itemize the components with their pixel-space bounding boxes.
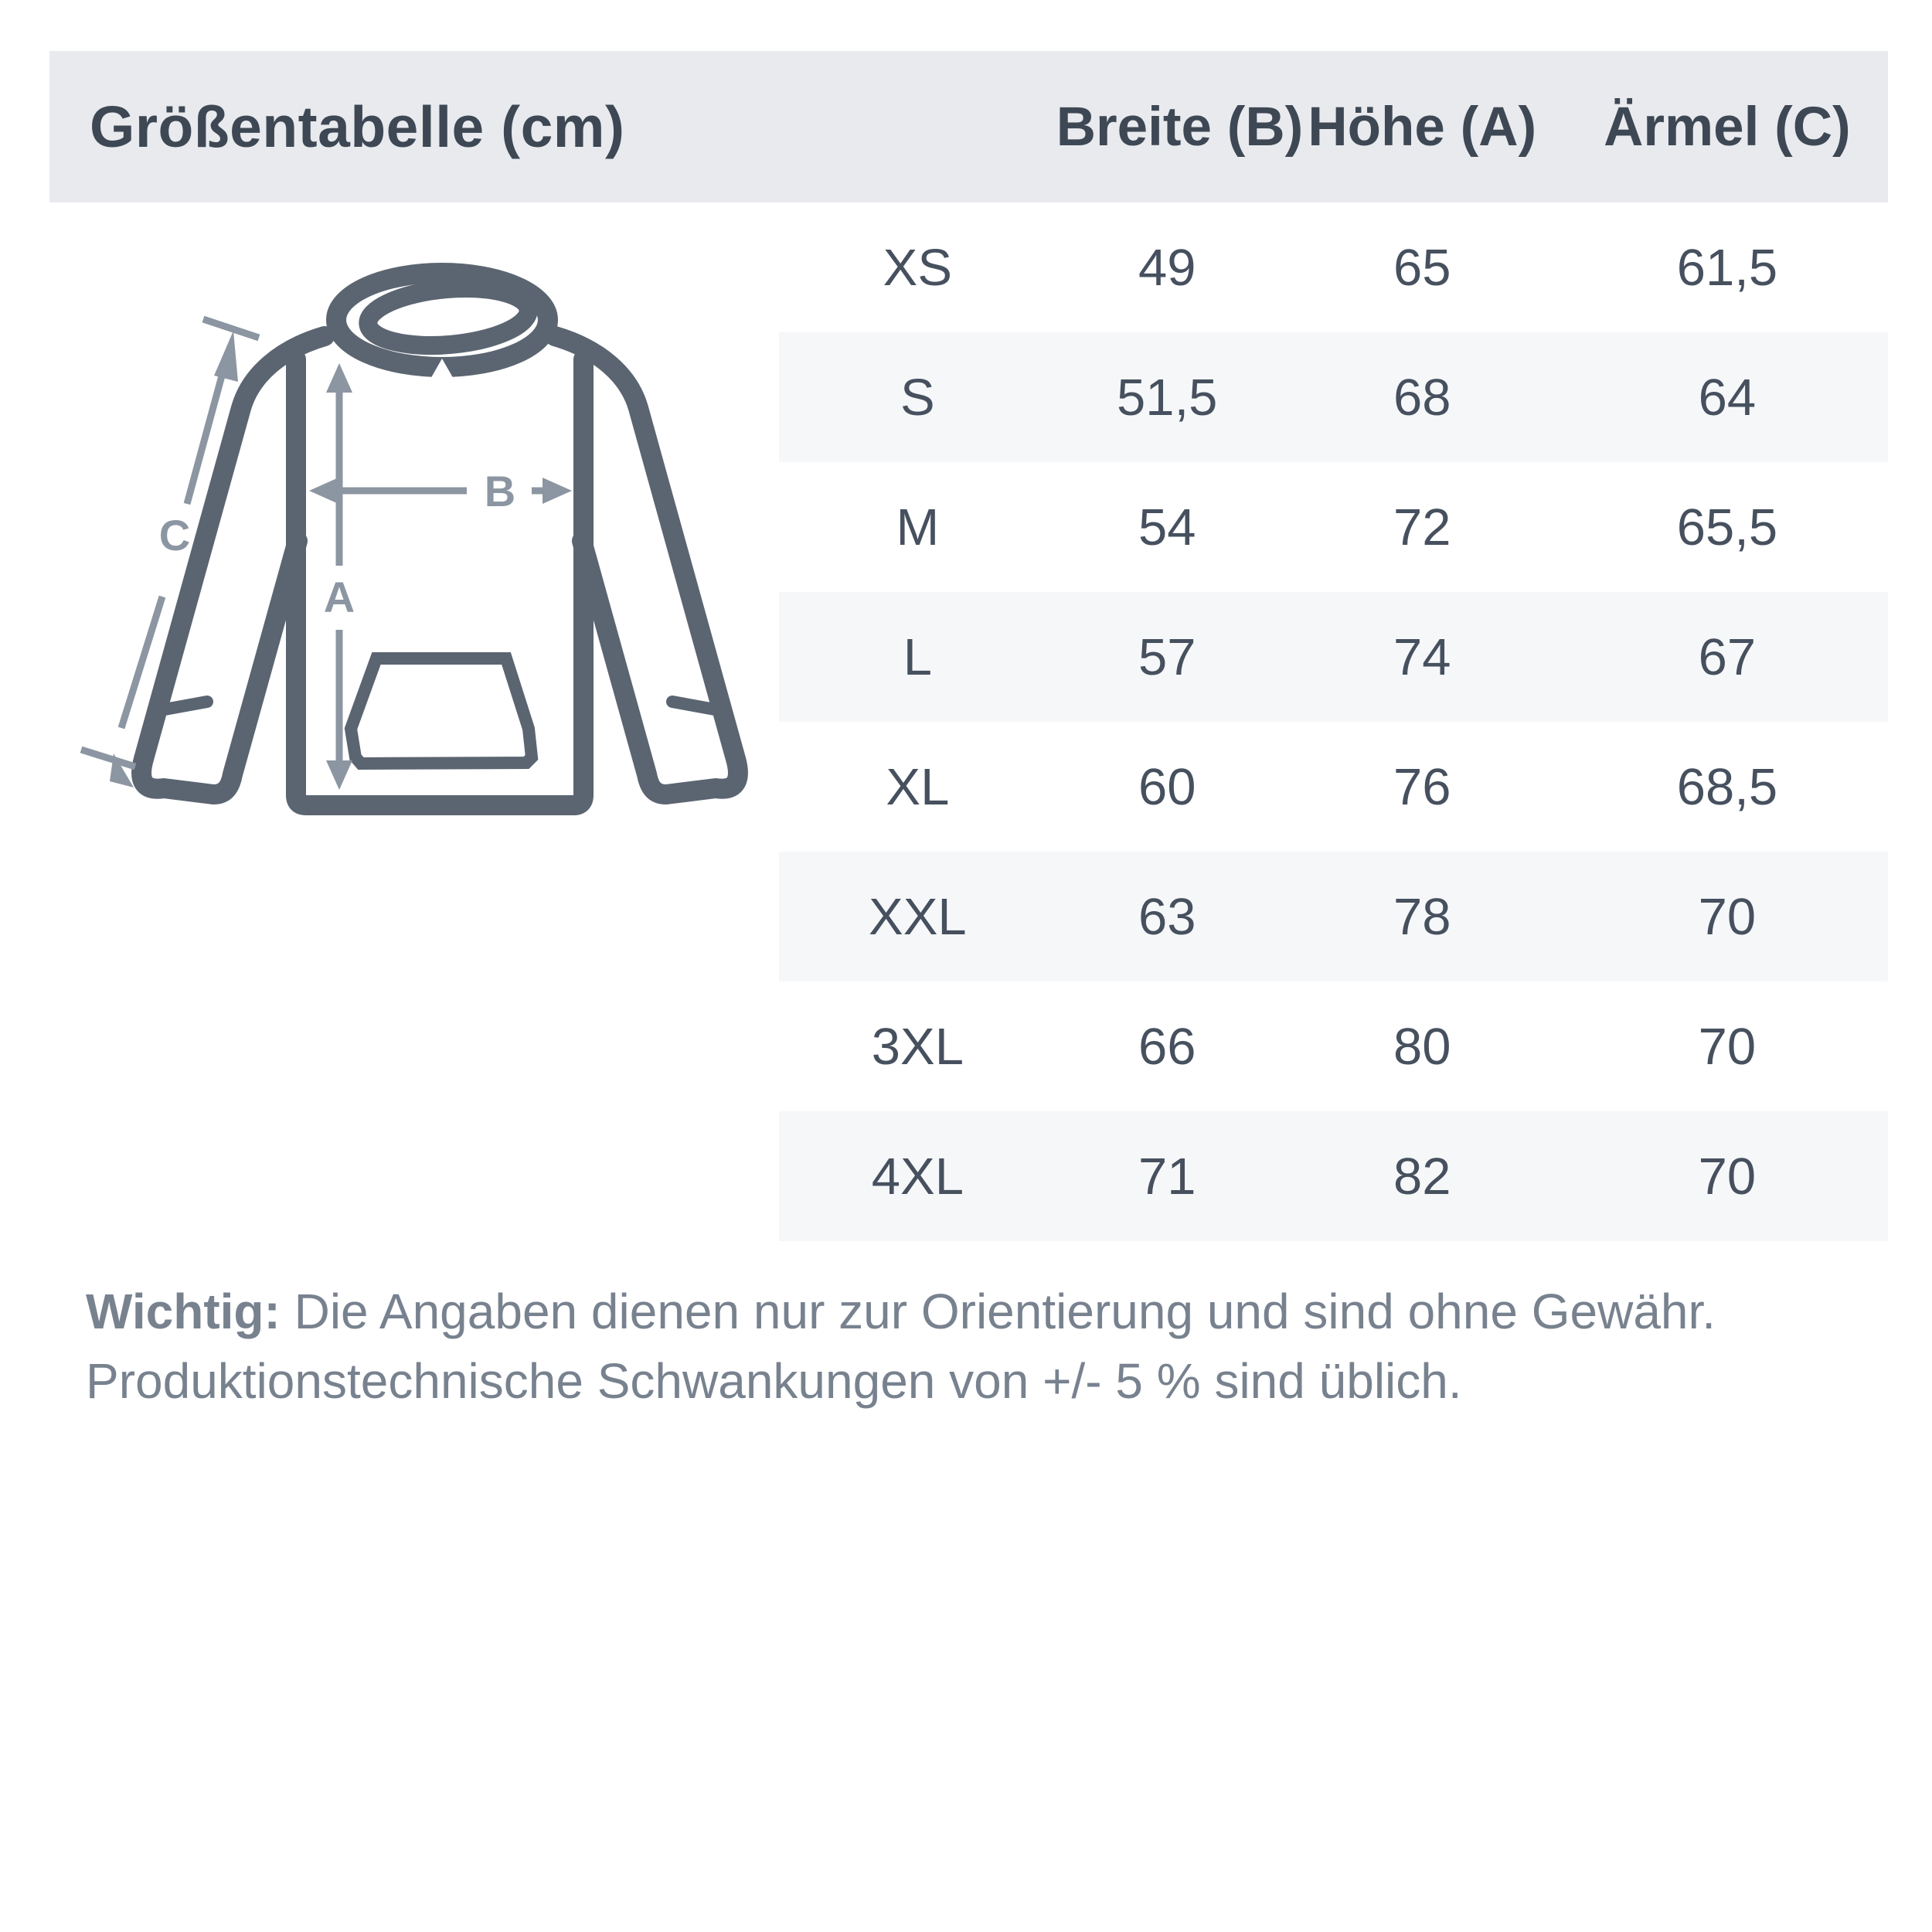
column-header-hoehe: Höhe (A) (1308, 96, 1537, 158)
size-cell: M (896, 498, 940, 556)
size-cell: XXL (869, 887, 967, 946)
aermel-cell: 64 (1698, 368, 1757, 427)
breite-cell: 60 (1138, 757, 1196, 816)
breite-cell: 49 (1138, 238, 1196, 297)
table-row (779, 592, 1888, 722)
hoehe-cell: 74 (1393, 628, 1451, 686)
hoehe-cell: 65 (1393, 238, 1451, 297)
footer-line-2: Produktionstechnische Schwankungen von +/- 5 % sind üblich. (86, 1353, 1462, 1409)
breite-cell: 57 (1138, 628, 1196, 686)
aermel-cell: 61,5 (1676, 238, 1778, 297)
column-header-aermel: Ärmel (C) (1604, 96, 1851, 158)
table-row (779, 462, 1888, 592)
measure-label-b: B (484, 467, 516, 515)
table-row (779, 852, 1888, 981)
hoehe-cell: 76 (1393, 757, 1451, 816)
hoehe-cell: 80 (1393, 1017, 1451, 1076)
aermel-cell: 70 (1698, 1017, 1757, 1076)
column-headers (779, 51, 1888, 202)
hoehe-cell: 82 (1393, 1147, 1451, 1206)
hoehe-cell: 68 (1393, 368, 1451, 427)
table-row (779, 981, 1888, 1111)
footer-note (86, 1277, 1879, 1416)
aermel-cell: 67 (1698, 628, 1757, 686)
chart-header (49, 51, 1888, 202)
page-title: Größentabelle (cm) (90, 94, 625, 159)
footer-line-1-text: Die Angaben dienen nur zur Orientierung und sind ohne Gewähr. (280, 1284, 1716, 1339)
arrowhead-b-left (309, 478, 338, 504)
aermel-cell: 68,5 (1676, 757, 1778, 816)
size-cell: XS (883, 238, 953, 297)
breite-cell: 71 (1138, 1147, 1196, 1206)
hoehe-cell: 72 (1393, 498, 1451, 556)
table-row (779, 202, 1888, 332)
kangaroo-pocket (351, 658, 532, 764)
hood-inner-ring (366, 282, 530, 352)
arrowhead-c-up (214, 331, 238, 382)
hoehe-cell: 78 (1393, 887, 1451, 946)
breite-cell: 63 (1138, 887, 1196, 946)
size-cell: 4XL (871, 1147, 964, 1206)
breite-cell: 54 (1138, 498, 1196, 556)
size-table (779, 202, 1888, 1241)
aermel-cell: 70 (1698, 1147, 1757, 1206)
measure-label-a: A (323, 573, 355, 621)
aermel-cell: 65,5 (1676, 498, 1778, 556)
aermel-cell: 70 (1698, 887, 1757, 946)
footer-bold-prefix: Wichtig: (86, 1284, 281, 1339)
column-header-breite: Breite (B) (1056, 96, 1304, 158)
size-cell: L (903, 628, 932, 686)
arrowhead-a-down (326, 760, 352, 790)
breite-cell: 66 (1138, 1017, 1196, 1076)
hoodie-measurement-diagram (49, 216, 781, 827)
table-row (779, 1111, 1888, 1241)
breite-cell: 51,5 (1117, 368, 1218, 427)
table-row (779, 332, 1888, 462)
footer-line-1 (86, 1277, 1879, 1346)
arrowhead-b-right (543, 478, 572, 504)
arrowhead-c-down (110, 753, 134, 787)
size-cell: 3XL (871, 1017, 964, 1076)
size-cell: XL (886, 757, 950, 816)
measure-label-c: C (158, 511, 191, 560)
arrowhead-a-up (326, 363, 352, 393)
size-cell: S (900, 368, 935, 427)
table-row (779, 722, 1888, 852)
